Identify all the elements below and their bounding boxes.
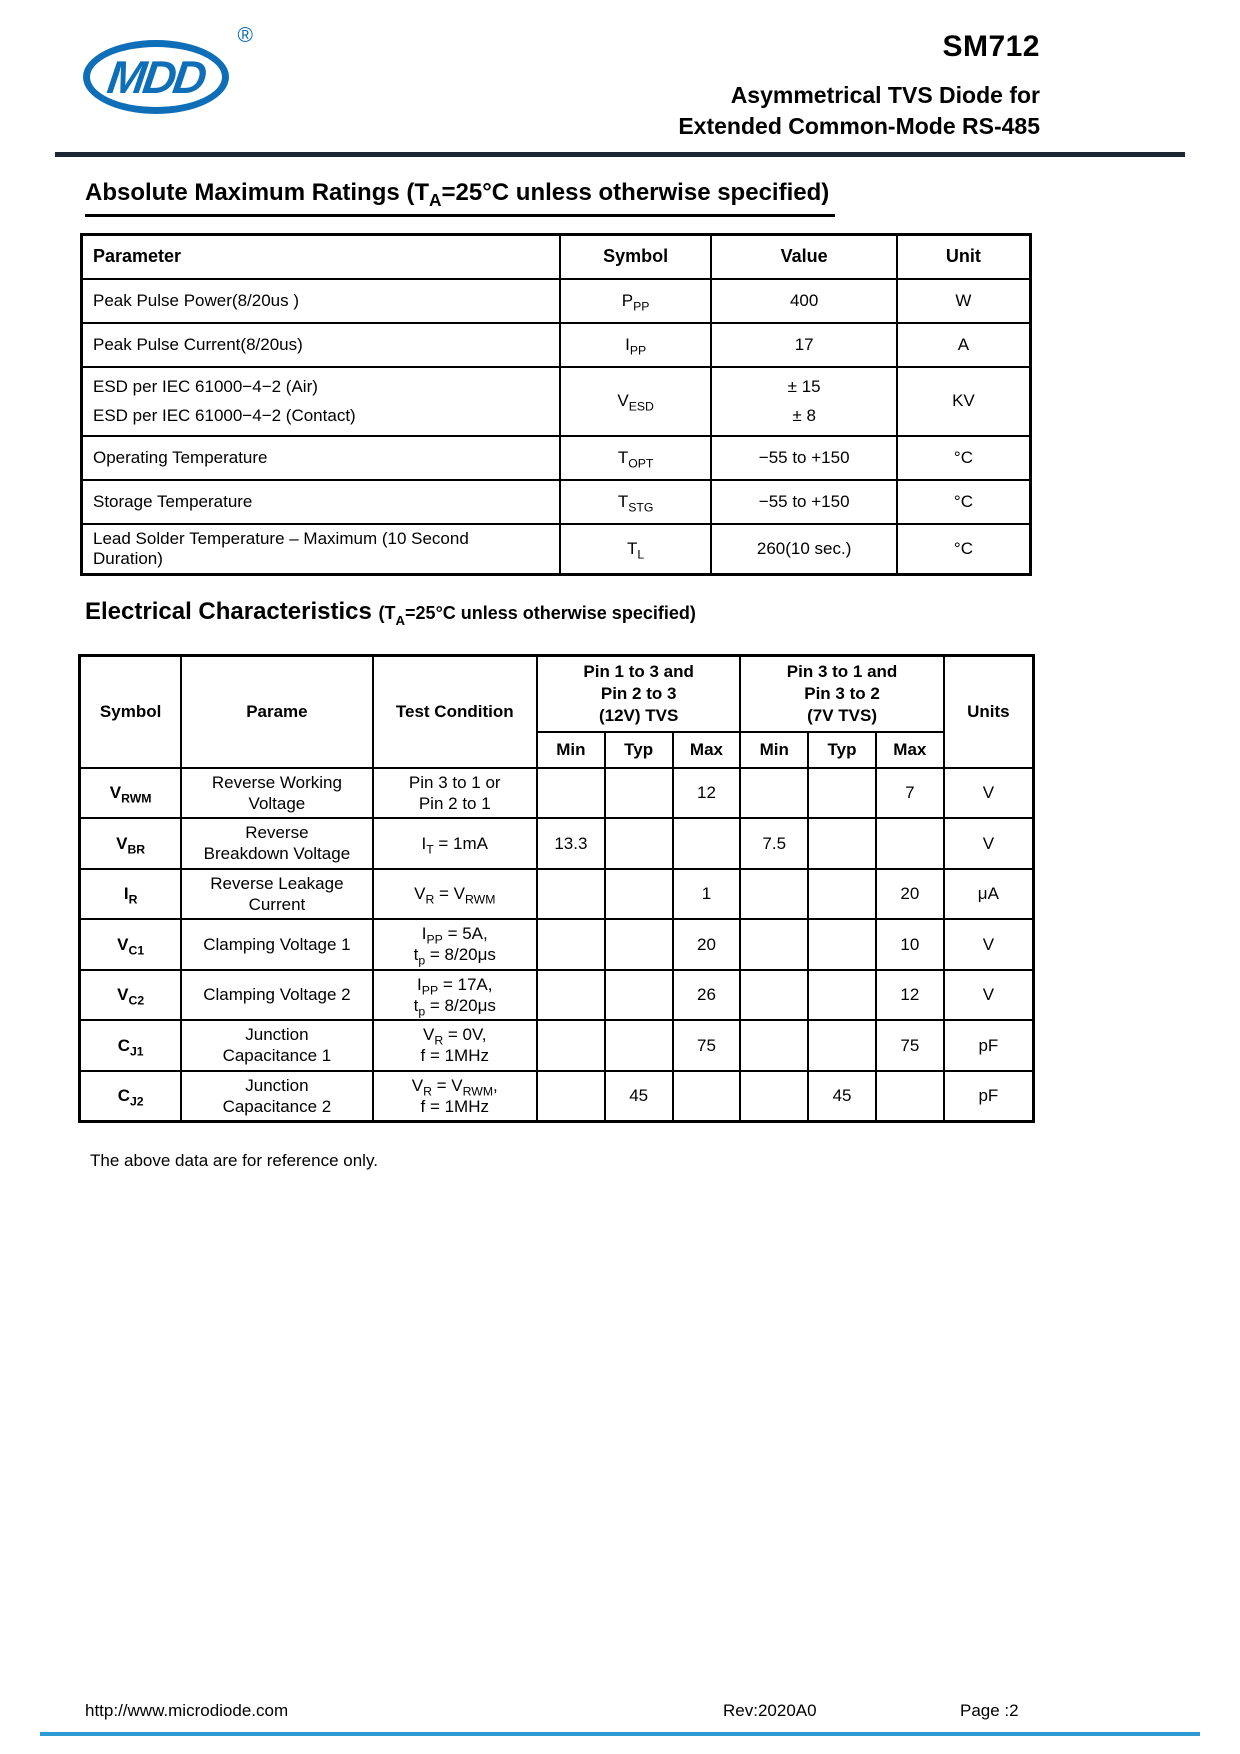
ec-12v-min: 13.3 bbox=[537, 818, 605, 869]
reference-note: The above data are for reference only. bbox=[90, 1151, 378, 1171]
ec-7v-typ: 45 bbox=[808, 1071, 876, 1122]
ec-7v-min bbox=[740, 1020, 808, 1071]
ec-units: V bbox=[944, 768, 1034, 819]
ec-12v-typ bbox=[605, 919, 673, 970]
ec-units: pF bbox=[944, 1020, 1034, 1071]
ec-group-12v-tvs: Pin 1 to 3 and Pin 2 to 3 (12V) TVS bbox=[537, 656, 740, 732]
amr-col-symbol: Symbol bbox=[560, 235, 712, 279]
ec-col-max-7v: Max bbox=[876, 732, 944, 768]
ec-12v-min bbox=[537, 970, 605, 1021]
ec-symbol: $V_{C1}$ bbox=[80, 919, 182, 970]
mdd-logo-text: MDD bbox=[104, 51, 208, 103]
ec-row-vrwm bbox=[80, 768, 1034, 819]
amr-header-row bbox=[82, 235, 1031, 279]
ec-col-symbol: Symbol bbox=[80, 656, 182, 768]
ec-12v-min bbox=[537, 1071, 605, 1122]
ec-condition: $V_R = 0V$, f = 1MHz bbox=[373, 1020, 537, 1071]
ec-7v-typ bbox=[808, 818, 876, 869]
revision-label: Rev:2020A0 bbox=[723, 1701, 817, 1720]
ec-7v-max bbox=[876, 1071, 944, 1122]
ec-12v-min bbox=[537, 919, 605, 970]
ec-7v-max bbox=[876, 818, 944, 869]
ec-12v-typ: 45 bbox=[605, 1071, 673, 1122]
ec-12v-typ bbox=[605, 768, 673, 819]
ec-7v-min bbox=[740, 1071, 808, 1122]
ec-symbol: $C_{J1}$ bbox=[80, 1020, 182, 1071]
page-header bbox=[55, 22, 1185, 142]
ec-12v-min bbox=[537, 1020, 605, 1071]
amr-parameter: Lead Solder Temperature – Maximum (10 Second Duration) bbox=[82, 524, 560, 575]
ec-12v-typ bbox=[605, 970, 673, 1021]
ec-col-typ-12v: Typ bbox=[605, 732, 673, 768]
footer-texts bbox=[40, 1701, 1200, 1723]
amr-symbol: $P_{PP}$ bbox=[560, 279, 712, 323]
ec-12v-max: 12 bbox=[673, 768, 741, 819]
ec-units: μA bbox=[944, 869, 1034, 920]
amr-unit: °C bbox=[897, 480, 1031, 524]
amr-symbol: $T_L$ bbox=[560, 524, 712, 575]
amr-symbol: $T_{STG}$ bbox=[560, 480, 712, 524]
amr-parameter: Operating Temperature bbox=[82, 436, 560, 480]
ec-col-test-condition: Test Condition bbox=[373, 656, 537, 768]
ec-row-vc1 bbox=[80, 919, 1034, 970]
ec-parameter: Clamping Voltage 2 bbox=[181, 970, 372, 1021]
ec-symbol: $I_R$ bbox=[80, 869, 182, 920]
ec-12v-typ bbox=[605, 818, 673, 869]
ec-col-typ-7v: Typ bbox=[808, 732, 876, 768]
ec-12v-max: 75 bbox=[673, 1020, 741, 1071]
page-footer bbox=[40, 1701, 1200, 1736]
ec-condition: $V_R = V_{RWM}$ bbox=[373, 869, 537, 920]
ec-parameter: Junction Capacitance 2 bbox=[181, 1071, 372, 1122]
ec-parameter: Reverse Leakage Current bbox=[181, 869, 372, 920]
amr-unit: W bbox=[897, 279, 1031, 323]
ec-12v-typ bbox=[605, 869, 673, 920]
footer-divider bbox=[40, 1732, 1200, 1736]
ec-parameter: Reverse Breakdown Voltage bbox=[181, 818, 372, 869]
subtitle-line1: Asymmetrical TVS Diode for bbox=[730, 82, 1040, 108]
ec-col-max-12v: Max bbox=[673, 732, 741, 768]
ec-condition: $V_R = V_{RWM}$, f = 1MHz bbox=[373, 1071, 537, 1122]
ec-units: V bbox=[944, 818, 1034, 869]
amr-row-esd bbox=[82, 367, 1031, 437]
ec-col-min-7v: Min bbox=[740, 732, 808, 768]
ec-row-ir bbox=[80, 869, 1034, 920]
amr-symbol: $V_{ESD}$ bbox=[560, 367, 712, 437]
ec-7v-max: 75 bbox=[876, 1020, 944, 1071]
ec-7v-typ bbox=[808, 970, 876, 1021]
ec-parameter: Clamping Voltage 1 bbox=[181, 919, 372, 970]
amr-row-peak-pulse-power bbox=[82, 279, 1031, 323]
ec-condition: $I_T = 1mA$ bbox=[373, 818, 537, 869]
amr-col-unit: Unit bbox=[897, 235, 1031, 279]
amr-col-parameter: Parameter bbox=[82, 235, 560, 279]
ec-7v-min: 7.5 bbox=[740, 818, 808, 869]
abs-max-ratings-title: Absolute Maximum Ratings ($T_A=25^\circ C$ unless otherwise specified) bbox=[85, 179, 835, 217]
title-block bbox=[678, 30, 1185, 142]
ec-units: pF bbox=[944, 1071, 1034, 1122]
amr-parameter: Peak Pulse Current(8/20us) bbox=[82, 323, 560, 367]
ec-7v-typ bbox=[808, 1020, 876, 1071]
website-link[interactable]: http://www.microdiode.com bbox=[85, 1701, 289, 1720]
amr-row-storage-temperature bbox=[82, 480, 1031, 524]
ec-12v-min bbox=[537, 768, 605, 819]
amr-value: −55 to +150 bbox=[711, 436, 896, 480]
ec-7v-min bbox=[740, 970, 808, 1021]
mdd-logo-oval bbox=[83, 40, 229, 114]
ec-7v-typ bbox=[808, 768, 876, 819]
ec-12v-max bbox=[673, 818, 741, 869]
ec-symbol: $V_{C2}$ bbox=[80, 970, 182, 1021]
ec-7v-min bbox=[740, 869, 808, 920]
amr-unit: °C bbox=[897, 524, 1031, 575]
amr-value: −55 to +150 bbox=[711, 480, 896, 524]
subtitle bbox=[678, 80, 1040, 142]
ec-12v-min bbox=[537, 869, 605, 920]
ec-7v-min bbox=[740, 768, 808, 819]
ec-group-7v-tvs: Pin 3 to 1 and Pin 3 to 2 (7V TVS) bbox=[740, 656, 943, 732]
amr-value: 260(10 sec.) bbox=[711, 524, 896, 575]
mdd-logo bbox=[83, 24, 253, 114]
absolute-maximum-ratings-table bbox=[80, 233, 1032, 576]
amr-row-peak-pulse-current bbox=[82, 323, 1031, 367]
amr-value: ± 15 ± 8 bbox=[711, 367, 896, 437]
part-number: SM712 bbox=[942, 30, 1040, 63]
ec-7v-typ bbox=[808, 919, 876, 970]
subtitle-line2: Extended Common-Mode RS-485 bbox=[678, 113, 1040, 140]
amr-value: 17 bbox=[711, 323, 896, 367]
ec-units: V bbox=[944, 919, 1034, 970]
ec-row-cj2 bbox=[80, 1071, 1034, 1122]
amr-col-value: Value bbox=[711, 235, 896, 279]
ec-12v-max: 20 bbox=[673, 919, 741, 970]
page-number: Page :2 bbox=[960, 1701, 1019, 1720]
ec-parameter: Junction Capacitance 1 bbox=[181, 1020, 372, 1071]
amr-parameter: Storage Temperature bbox=[82, 480, 560, 524]
ec-7v-max: 7 bbox=[876, 768, 944, 819]
amr-unit: KV bbox=[897, 367, 1031, 437]
ec-row-vc2 bbox=[80, 970, 1034, 1021]
ec-12v-max bbox=[673, 1071, 741, 1122]
ec-symbol: $C_{J2}$ bbox=[80, 1071, 182, 1122]
ec-condition: Pin 3 to 1 or Pin 2 to 1 bbox=[373, 768, 537, 819]
ec-units: V bbox=[944, 970, 1034, 1021]
amr-row-lead-solder-temperature bbox=[82, 524, 1031, 575]
ec-col-min-12v: Min bbox=[537, 732, 605, 768]
ec-7v-min bbox=[740, 919, 808, 970]
ec-condition: $I_{PP} = 17A$, $t_p = 8/20\mu s$ bbox=[373, 970, 537, 1021]
ec-col-units: Units bbox=[944, 656, 1034, 768]
amr-parameter: ESD per IEC 61000−4−2 (Air) ESD per IEC 61000−4−2 (Contact) bbox=[82, 367, 560, 437]
electrical-characteristics-title: Electrical Characteristics ($T_A=25^\circ C$ unless otherwise specified) bbox=[85, 598, 696, 628]
ec-header-row-1 bbox=[80, 656, 1034, 732]
amr-parameter: Peak Pulse Power(8/20us ) bbox=[82, 279, 560, 323]
amr-symbol: $T_{OPT}$ bbox=[560, 436, 712, 480]
header-divider bbox=[55, 152, 1185, 157]
amr-unit: A bbox=[897, 323, 1031, 367]
ec-7v-max: 10 bbox=[876, 919, 944, 970]
electrical-characteristics-table bbox=[78, 654, 1035, 1123]
ec-parameter: Reverse Working Voltage bbox=[181, 768, 372, 819]
registered-trademark-icon: ® bbox=[237, 24, 253, 47]
amr-symbol: $I_{PP}$ bbox=[560, 323, 712, 367]
ec-symbol: $V_{BR}$ bbox=[80, 818, 182, 869]
ec-12v-max: 26 bbox=[673, 970, 741, 1021]
ec-condition: $I_{PP} = 5A$, $t_p = 8/20\mu s$ bbox=[373, 919, 537, 970]
ec-col-parame: Parame bbox=[181, 656, 372, 768]
amr-row-operating-temperature bbox=[82, 436, 1031, 480]
ec-12v-typ bbox=[605, 1020, 673, 1071]
amr-value: 400 bbox=[711, 279, 896, 323]
ec-7v-max: 20 bbox=[876, 869, 944, 920]
ec-row-vbr bbox=[80, 818, 1034, 869]
ec-7v-max: 12 bbox=[876, 970, 944, 1021]
ec-row-cj1 bbox=[80, 1020, 1034, 1071]
ec-7v-typ bbox=[808, 869, 876, 920]
ec-symbol: $V_{RWM}$ bbox=[80, 768, 182, 819]
amr-unit: °C bbox=[897, 436, 1031, 480]
ec-12v-max: 1 bbox=[673, 869, 741, 920]
